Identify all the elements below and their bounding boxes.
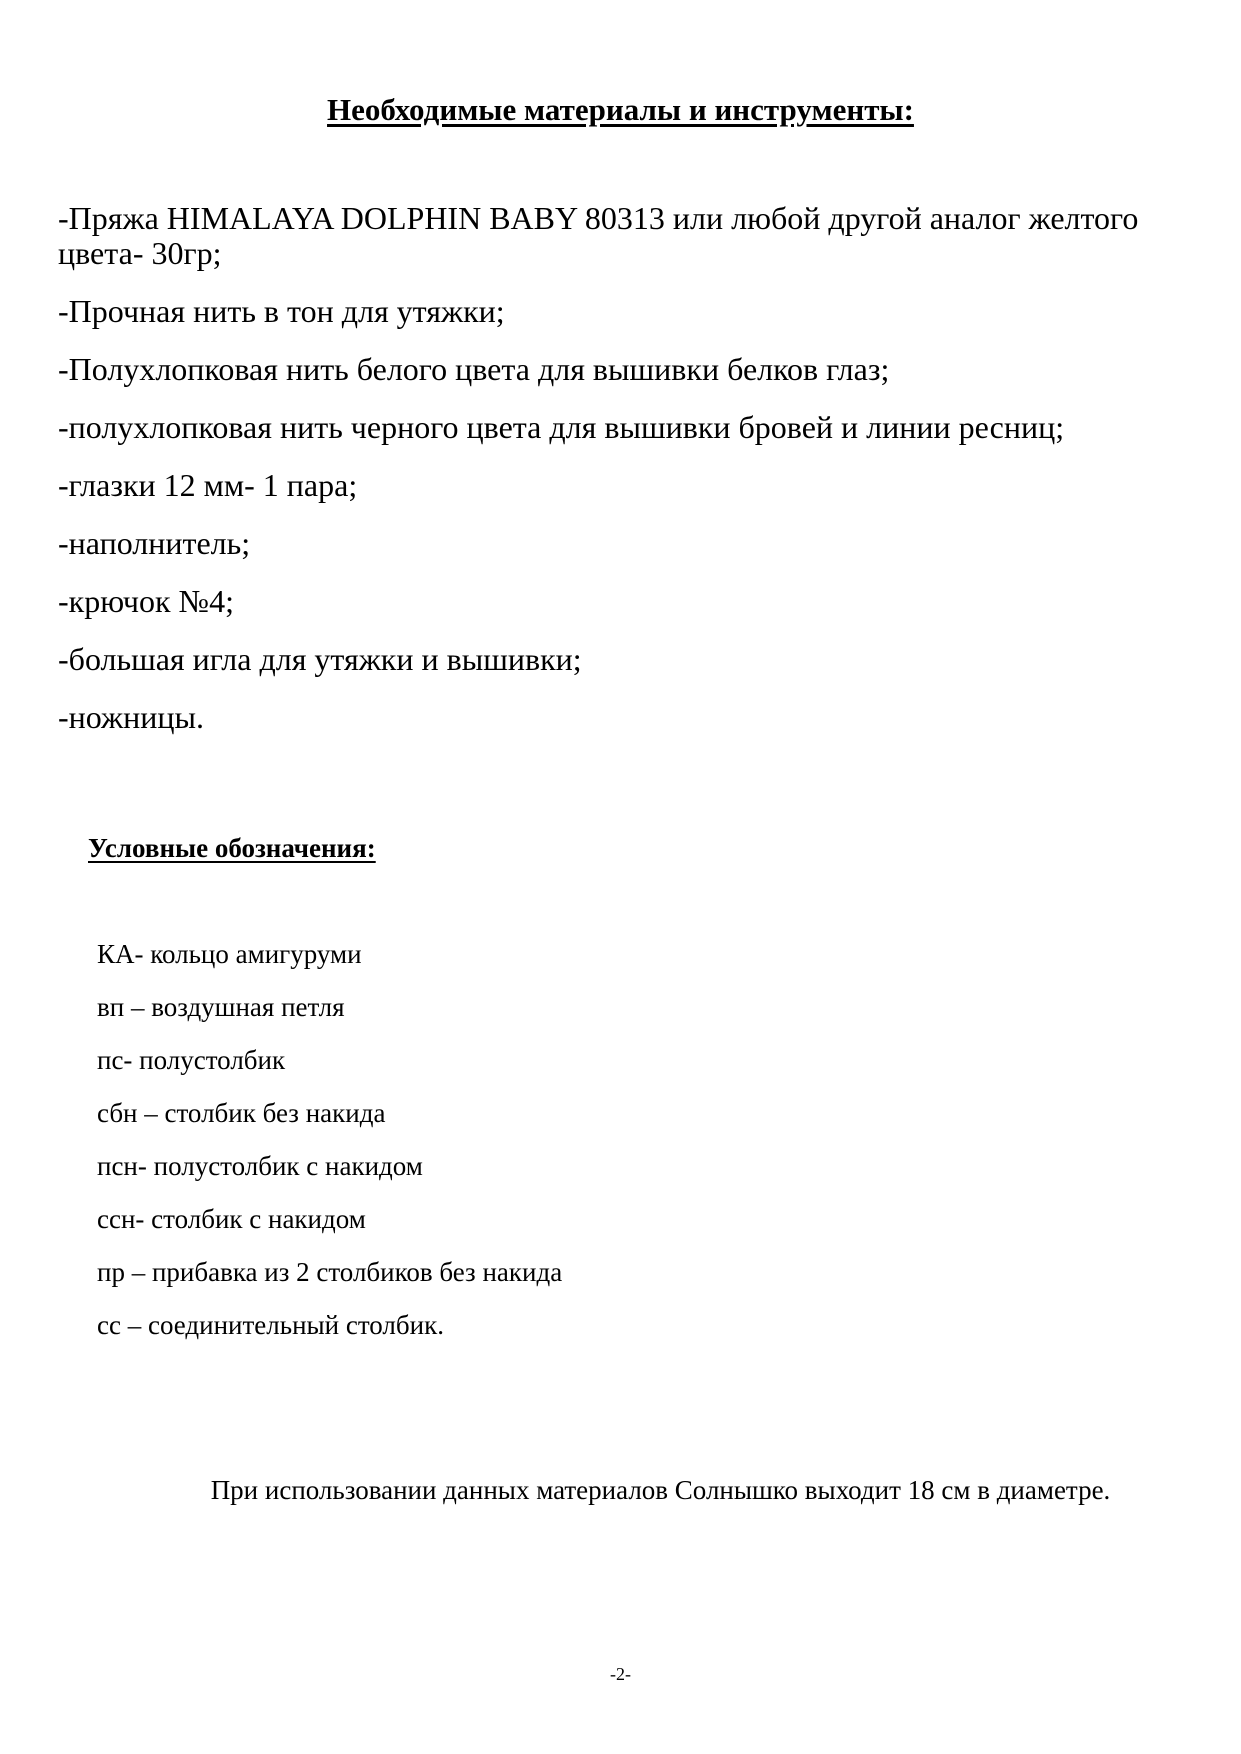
materials-item: -наполнитель;	[58, 525, 251, 561]
materials-item: -глазки 12 мм- 1 пара;	[58, 467, 358, 503]
legend-item: псн- полустолбик с накидом	[97, 1151, 423, 1181]
materials-item: -Прочная нить в тон для утяжки;	[58, 293, 505, 329]
legend-item: КА- кольцо амигуруми	[97, 939, 362, 969]
page-number: -2-	[610, 1664, 631, 1684]
materials-list	[58, 201, 1188, 758]
materials-item: -крючок №4;	[58, 583, 234, 619]
legend-item: вп – воздушная петля	[97, 992, 345, 1022]
legend-item: ссн- столбик с накидом	[97, 1204, 366, 1234]
legend-item: сс – соединительный столбик.	[97, 1310, 444, 1340]
legend-item: пр – прибавка из 2 столбиков без накида	[97, 1257, 563, 1287]
materials-item: -Полухлопковая нить белого цвета для вышивки белков глаз;	[58, 351, 890, 387]
legend-list	[97, 937, 562, 1361]
page-title: Необходимые материалы и инструменты:	[327, 92, 914, 127]
size-note: При использовании данных материалов Солнышко выходит 18 см в диаметре.	[210, 1475, 1111, 1505]
legend-item: пс- полустолбик	[97, 1045, 286, 1075]
legend-item: сбн – столбик без накида	[97, 1098, 386, 1128]
materials-item: -ножницы.	[58, 699, 204, 735]
materials-item: -Пряжа HIMALAYA DOLPHIN BABY 80313 или любой другой аналог желтого цвета- 30гр;	[58, 200, 1139, 271]
materials-item: -большая игла для утяжки и вышивки;	[58, 641, 582, 677]
legend-title: Условные обозначения:	[88, 833, 376, 863]
materials-item: -полухлопковая нить черного цвета для вышивки бровей и линии ресниц;	[58, 409, 1065, 445]
